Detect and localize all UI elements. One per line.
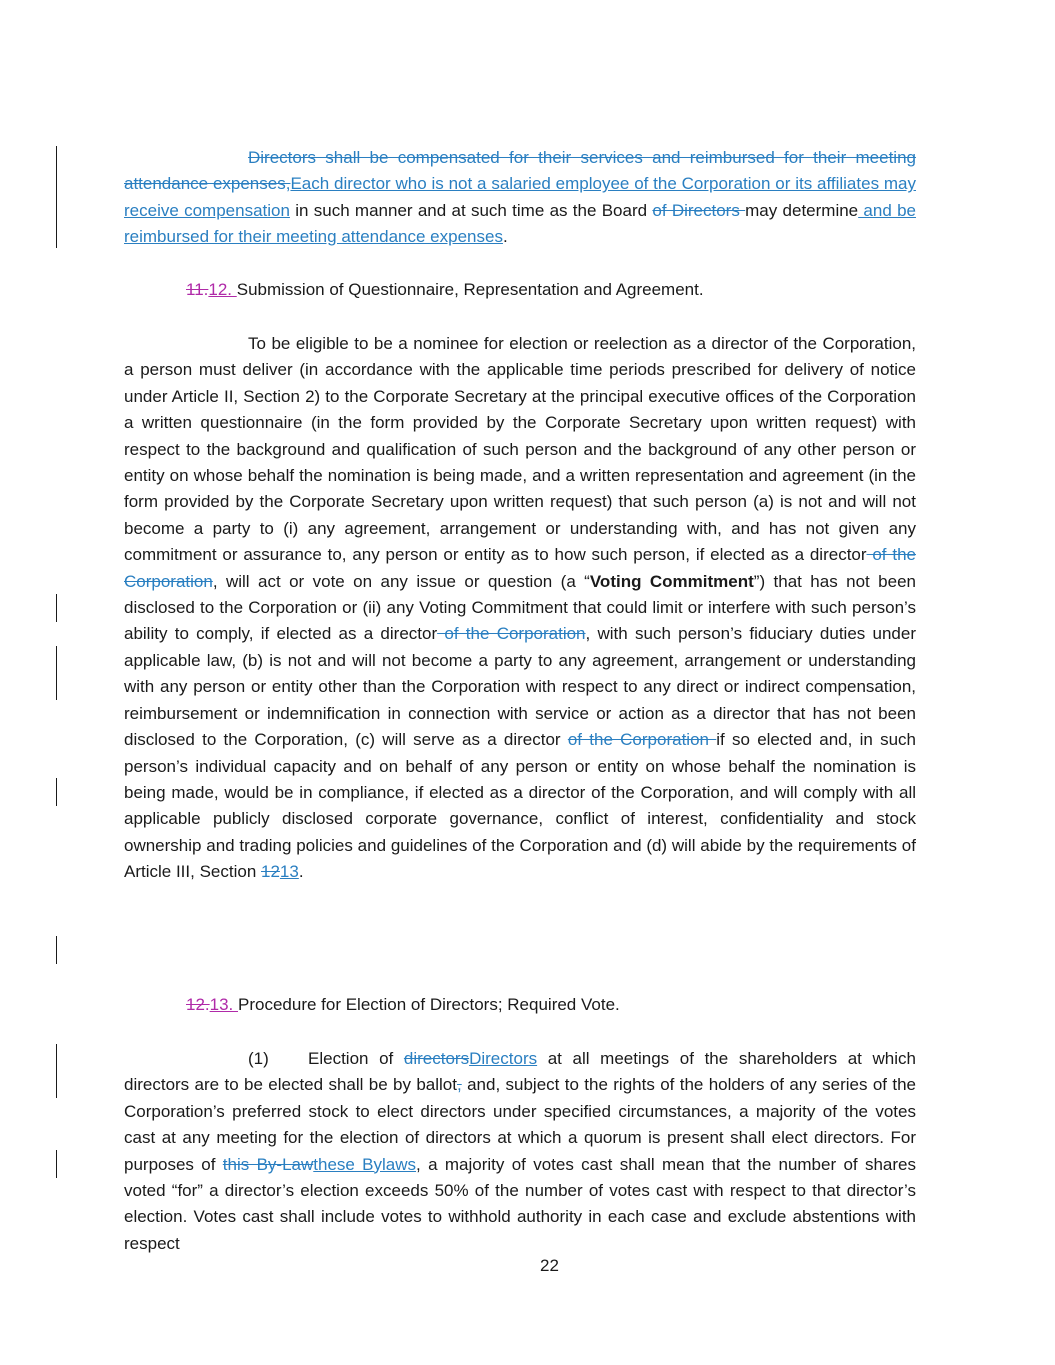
new-section-number: 12. — [208, 280, 237, 299]
change-bar — [56, 1150, 57, 1178]
inserted-text: and be reimbursed for their meeting attendance expenses — [124, 200, 916, 247]
body-text: may determine — [745, 200, 859, 220]
questionnaire-paragraph — [124, 331, 916, 886]
body-text: ”) that has not been disclosed to the Corporation or (ii) any Voting Commitment that could limit or interfere with such person’s ability to comply, if elected as a director — [124, 571, 917, 644]
old-section-number: 11. — [186, 280, 209, 299]
body-text: . — [298, 862, 304, 882]
deleted-text: directors — [403, 1049, 470, 1068]
old-section-number: 12. — [186, 995, 210, 1014]
body-text: if so elected and, in such person’s individual capacity and on behalf of any person or entity on whose behalf the nomination is being made, would be in compliance, if elected as a director of the Corporation, and will comply with all applicable publicly disclosed corporate governance, conflict of interest, confidentiality and stock ownership and trading policies and guidelines of the Corporation and (d) will abide by the requirements of Article III, Section — [124, 730, 916, 882]
deleted-text: 12 — [261, 862, 280, 882]
compensation-paragraph — [124, 145, 916, 251]
change-bar — [56, 936, 57, 964]
defined-term: Voting Commitment — [589, 571, 754, 591]
body-text: , a majority of votes cast shall mean that the number of shares voted “for” a director’s election exceeds 50% of the number of votes cast with respect to that director’s election. Votes cast shall include votes to withhold authority in each case and exclude abstentions with respect — [124, 1154, 916, 1253]
inserted-text: these Bylaws — [313, 1154, 417, 1174]
change-bar — [56, 646, 57, 700]
section-heading-13 — [186, 992, 620, 1018]
new-section-number: 13. — [209, 995, 238, 1014]
subsection-number: (1) — [248, 1049, 269, 1068]
deleted-text: , — [456, 1075, 462, 1095]
section-title: Procedure for Election of Directors; Required Vote. — [238, 995, 620, 1014]
page-number: 22 — [540, 1256, 559, 1275]
inserted-text: 13 — [279, 862, 299, 882]
deleted-text: of the Corporation — [437, 624, 586, 644]
body-text: , with such person’s fiduciary duties under applicable law, (b) is not and will not become a party to any agreement, arrangement or understanding with any person or entity other than the Corporation with respect to any direct or indirect compensation, reimbursement or indemnification in connection with service or action as a director that has not been disclosed to the Corporation, (c) will serve as a director — [124, 624, 916, 750]
inserted-text: Each director who is not a salaried employee of the Corporation or its affiliates may receive compensation — [124, 174, 916, 220]
deleted-text: of Directors — [652, 200, 746, 220]
section-title: Submission of Questionnaire, Representation and Agreement. — [236, 280, 704, 299]
body-text: , will act or vote on any issue or question (a “ — [212, 571, 590, 591]
body-text: in such manner and at such time as the Board — [289, 200, 653, 220]
body-text: To be eligible to be a nominee for election or reelection as a director of the Corporation, a person must deliver (in accordance with the applicable time periods prescribed for delivery of notice under Article II, Section 2) to the Corporate Secretary at the principal executive offices of the Corporation a written questionnaire (in the form provided by the Corporate Secretary upon written request) with respect to the background and qualification of such person and the background of any other person or entity on whose behalf the nomination is being made, and a written representation and agreement (in the form provided by the Corporate Secretary upon written request) that such person (a) is not and will not become a party to (i) any agreement, arrangement or understanding with, and has not given any commitment or assurance to, any person or entity as to how such person, if elected as a director — [124, 334, 916, 565]
body-text: at all meetings of the shareholders at which directors are to be elected shall be by ballot — [124, 1049, 916, 1095]
change-bar — [56, 594, 57, 622]
body-text: Election of — [308, 1049, 404, 1068]
deleted-text: Directors shall be compensated for their services and reimbursed for their meeting attendance expenses, — [124, 148, 916, 194]
inserted-text: Directors — [469, 1049, 538, 1068]
section-heading-12 — [186, 277, 704, 303]
deleted-text: this By-Law — [222, 1154, 314, 1174]
deleted-text: of the Corporation — [124, 545, 916, 591]
election-paragraph — [124, 1046, 916, 1257]
deleted-text: of the Corporation — [567, 730, 717, 750]
body-text: and, subject to the rights of the holders of any series of the Corporation’s preferred stock to elect directors under specified circumstances, a majority of the votes cast at any meeting for the election of directors at which a quorum is present shall elect directors. For purposes of — [124, 1075, 916, 1174]
body-text: . — [502, 227, 508, 247]
change-bar — [56, 146, 57, 248]
change-bar — [56, 778, 57, 806]
change-bar — [56, 1044, 57, 1098]
